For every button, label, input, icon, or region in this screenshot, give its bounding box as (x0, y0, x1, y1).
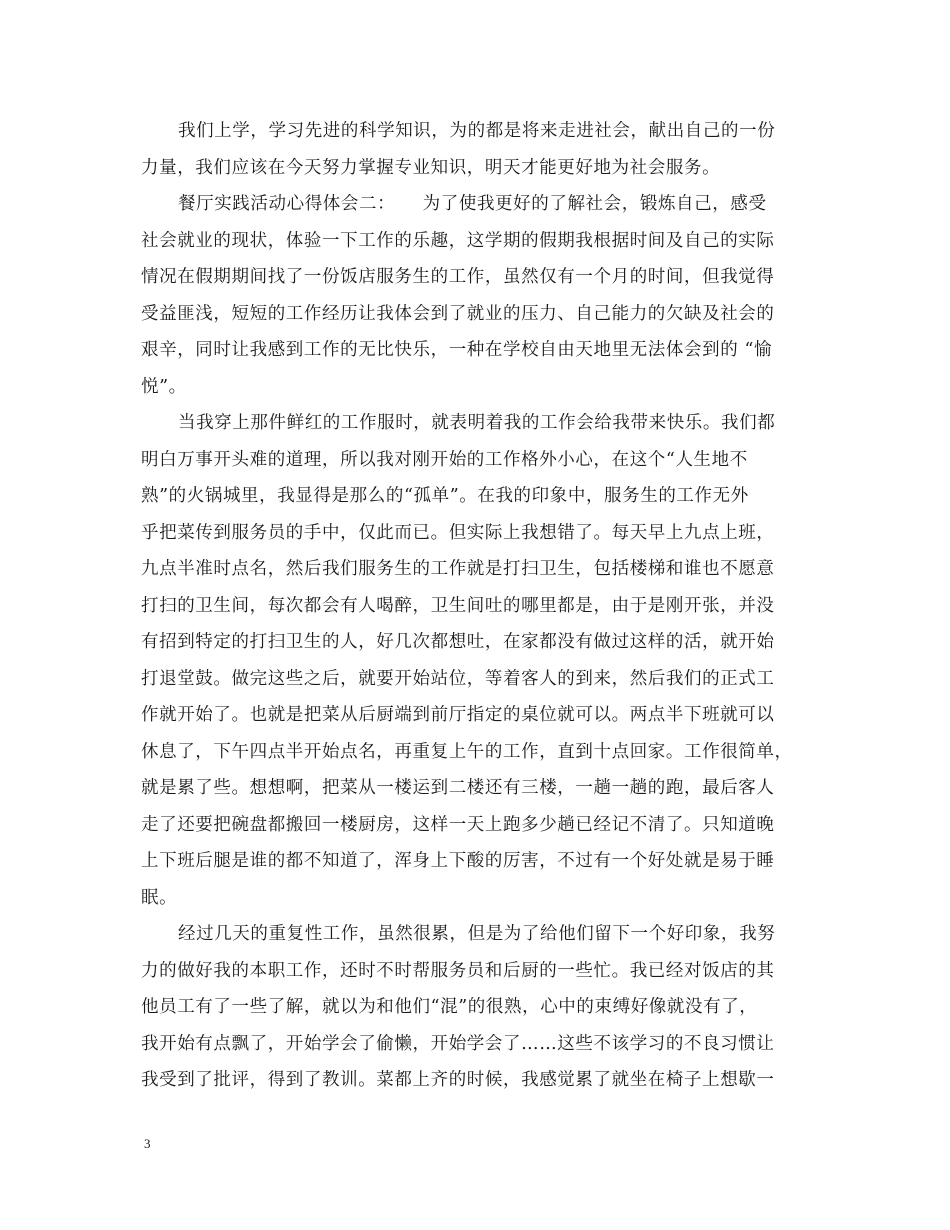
text-line: 力量，我们应该在今天努力掌握专业知识，明天才能更好地为社会服务。 (141, 157, 721, 178)
text-line: 当我穿上那件鲜红的工作服时，就表明着我的工作会给我带来快乐。我们都 (178, 413, 776, 433)
text-line: 打退堂鼓。做完这些之后，就要开始站位，等着客人的到来，然后我们的正式工 (141, 668, 775, 689)
text-line: 艰辛，同时让我感到工作的无比快乐，一种在学校自由天地里无法体会到的 “愉 (141, 340, 773, 360)
text-line: 九点半准时点名，然后我们服务生的工作就是打扫卫生，包括楼梯和谁也不愿意 (141, 559, 775, 579)
text-line: 力的做好我的本职工作，还时不时帮服务员和后厨的一些忙。我已经对饭店的其 (141, 960, 775, 981)
text-line: 打扫的卫生间，每次都会有人喝醉，卫生间吐的哪里都是，由于是刚开张，并没 (141, 595, 775, 616)
text-line: 情况在假期期间找了一份饭店服务生的工作，虽然仅有一个月的时间，但我觉得 (141, 267, 775, 287)
document-body (141, 113, 813, 1099)
text-line: 乎把菜传到服务员的手中，仅此而已。但实际上我想错了。每天早上九点上班， (141, 522, 775, 543)
text-line: 我开始有点飘了，开始学会了偷懒，开始学会了……这些不该学习的不良习惯让 (141, 1033, 775, 1054)
text-line: 我们上学，学习先进的科学知识，为的都是将来走进社会，献出自己的一份 (178, 121, 776, 141)
text-line: 走了还要把碗盘都搬回一楼厨房，这样一天上跑多少趟已经记不清了。只知道晚 (141, 814, 775, 835)
text-line: 有招到特定的打扫卫生的人，好几次都想吐，在家都没有做过这样的活，就开始 (141, 632, 775, 652)
text-line: 餐厅实践活动心得体会二： 为了使我更好的了解社会，锻炼自己，感受 (178, 194, 767, 214)
text-line: 我受到了批评，得到了教训。菜都上齐的时候，我感觉累了就坐在椅子上想歇一 (141, 1070, 775, 1090)
text-line: 悦”。 (141, 376, 187, 397)
text-line: 眠。 (141, 887, 178, 908)
text-line: 作就开始了。也就是把菜从后厨端到前厅指定的桌位就可以。两点半下班就可以 (141, 705, 775, 725)
text-line: 熟”的火锅城里，我显得是那么的“孤单”。在我的印象中，服务生的工作无外 (141, 486, 749, 506)
page-number: 3 (144, 1136, 151, 1151)
text-line: 上下班后腿是谁的都不知道了，浑身上下酸的厉害，不过有一个好处就是易于睡 (141, 851, 775, 871)
text-line: 经过几天的重复性工作，虽然很累，但是为了给他们留下一个好印象，我努 (178, 924, 776, 944)
text-line: 明白万事开头难的道理，所以我对刚开始的工作格外小心，在这个“人生地不 (141, 449, 748, 470)
text-line: 就是累了些。想想啊，把菜从一楼运到二楼还有三楼，一趟一趟的跑，最后客人 (141, 778, 775, 798)
text-line: 休息了，下午四点半开始点名，再重复上午的工作，直到十点回家。工作很简单， (141, 741, 793, 762)
text-line: 他员工有了一些了解，就以为和他们“混”的很熟，心中的束缚好像就没有了， (141, 997, 758, 1017)
text-line: 社会就业的现状，体验一下工作的乐趣，这学期的假期我根据时间及自己的实际 (141, 230, 775, 251)
text-line: 受益匪浅，短短的工作经历让我体会到了就业的压力、自己能力的欠缺及社会的 (141, 303, 775, 324)
